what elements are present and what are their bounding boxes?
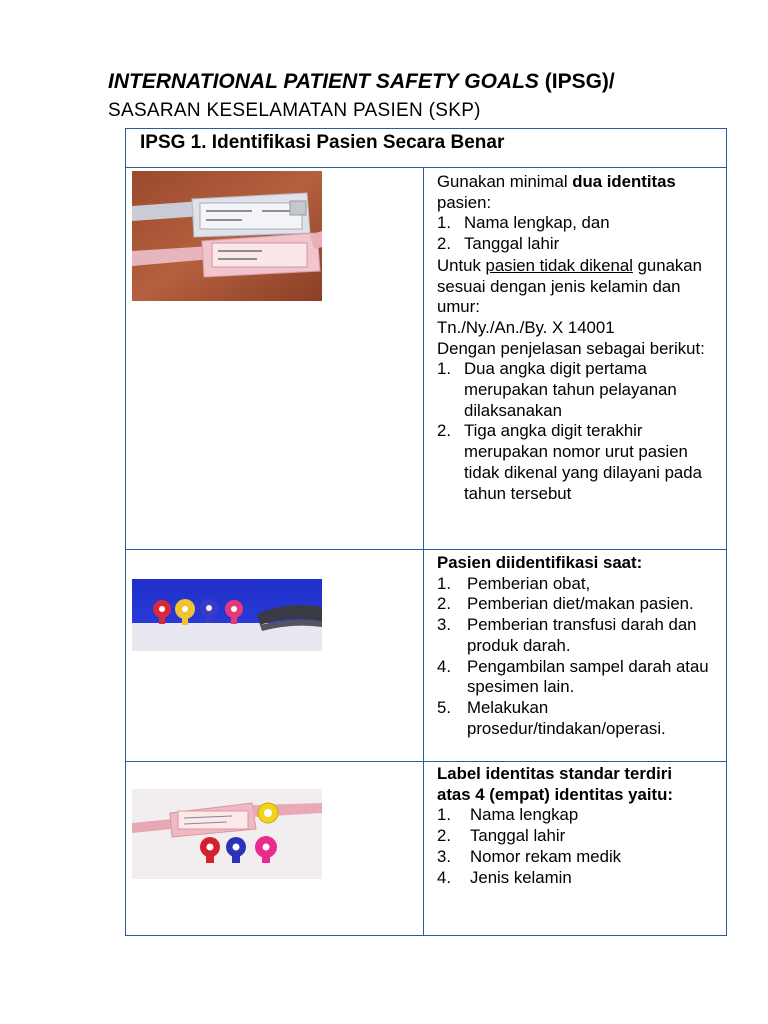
list-number: 3. <box>437 615 451 635</box>
row1-explain: Dengan penjelasan sebagai berikut: <box>437 338 705 358</box>
list-text: Pemberian obat, <box>467 573 591 593</box>
list-number: 1. <box>437 359 451 379</box>
row-divider <box>126 761 726 762</box>
row-divider <box>126 167 726 168</box>
row1-list2 <box>437 359 717 504</box>
list-item <box>437 698 729 739</box>
row1-intro <box>437 172 717 213</box>
list-text: Dua angka digit pertama merupakan tahun pelayanan dilaksanakan <box>464 359 677 420</box>
list-number: 1. <box>437 213 451 233</box>
row2-heading-bold: Pasien diidentifikasi saat: <box>437 553 643 572</box>
list-number: 2. <box>437 594 451 614</box>
row1-para-b: gunakan sesuai dengan jenis kelamin dan umur: <box>437 255 702 317</box>
list-item <box>437 615 729 656</box>
ipsg-table <box>125 128 727 936</box>
list-item <box>437 234 717 255</box>
row1-list1 <box>437 213 717 254</box>
row3-text <box>437 764 677 888</box>
row2-list <box>437 574 729 740</box>
row1-text <box>437 172 717 504</box>
colored-clips-photo <box>132 579 322 651</box>
row1-code: Tn./Ny./An./By. X 14001 <box>437 317 615 337</box>
list-number: 2. <box>437 421 451 441</box>
list-text: Tiga angka digit terakhir merupakan nomor urut pasien tidak dikenal yang dilayani pada tahun tersebut <box>464 421 702 503</box>
list-item <box>437 594 729 615</box>
list-item <box>437 847 677 868</box>
list-number: 2. <box>437 234 451 254</box>
page-title-suffix: (IPSG)/ <box>538 70 615 93</box>
row1-para-a: Untuk <box>437 255 486 275</box>
list-item <box>437 868 677 889</box>
row3-heading-bold: Label identitas standar terdiri atas 4 (empat) identitas yaitu: <box>437 764 673 804</box>
column-divider <box>423 167 424 935</box>
list-text: Nama lengkap <box>470 805 579 825</box>
list-text: Nomor rekam medik <box>470 846 622 866</box>
list-item <box>437 657 729 698</box>
list-number: 2. <box>437 826 451 846</box>
row1-unknown-patient-para <box>437 256 717 318</box>
list-number: 1. <box>437 805 451 825</box>
list-text: Pemberian transfusi darah dan produk darah. <box>467 615 697 655</box>
list-item <box>437 213 717 234</box>
list-item <box>437 826 677 847</box>
list-text: Melakukan prosedur/tindakan/operasi. <box>467 697 666 738</box>
patient-wristbands-photo <box>132 171 322 301</box>
row2-heading <box>437 553 729 574</box>
pink-wristband-with-clips-photo <box>132 789 322 879</box>
row3-list <box>437 805 677 888</box>
list-text: Pengambilan sampel darah atau spesimen lain. <box>467 656 709 697</box>
list-item <box>437 805 677 826</box>
row2-text <box>437 553 729 739</box>
list-item <box>437 574 729 595</box>
list-number: 3. <box>437 846 451 866</box>
page-title <box>108 70 615 94</box>
list-text: Tanggal lahir <box>464 234 560 254</box>
list-text: Jenis kelamin <box>470 867 572 887</box>
page-title-italic: INTERNATIONAL PATIENT SAFETY GOALS <box>108 70 539 93</box>
row1-para-underline: pasien tidak dikenal <box>485 255 633 275</box>
list-number: 1. <box>437 573 451 593</box>
list-number: 5. <box>437 697 451 717</box>
row3-heading <box>437 764 677 805</box>
list-number: 4. <box>437 867 451 887</box>
row1-intro-a: Gunakan minimal <box>437 172 573 191</box>
list-item <box>437 421 717 504</box>
row-divider <box>126 549 726 550</box>
list-text: Nama lengkap, dan <box>464 213 610 233</box>
list-item <box>437 359 717 421</box>
table-heading: IPSG 1. Identifikasi Pasien Secara Benar <box>140 132 505 153</box>
list-text: Tanggal lahir <box>470 826 566 846</box>
row1-intro-bold: dua identitas <box>572 172 676 191</box>
list-number: 4. <box>437 656 451 676</box>
page-subtitle: SASARAN KESELAMATAN PASIEN (SKP) <box>108 100 481 121</box>
list-text: Pemberian diet/makan pasien. <box>467 594 694 614</box>
row1-intro-c: pasien: <box>437 192 492 212</box>
